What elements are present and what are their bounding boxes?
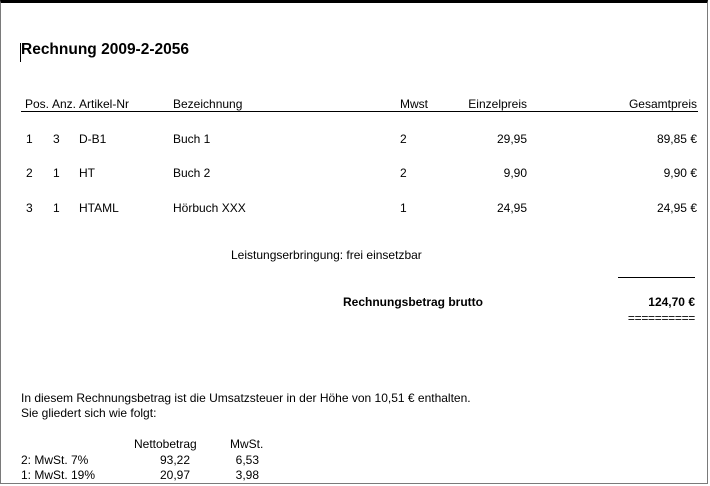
row-1-mwst: 2: [400, 132, 407, 146]
sum-divider: [618, 277, 695, 278]
row-1-gesamtpreis: 89,85 €: [656, 132, 697, 146]
tax-header-mwst: MwSt.: [230, 437, 264, 451]
tax-note-line2: Sie gliedert sich wie folgt:: [21, 406, 157, 420]
col-header-mwst: Mwst: [400, 97, 428, 111]
row-2-bezeichnung: Buch 2: [173, 166, 211, 180]
row-2-anz: 1: [53, 166, 60, 180]
row-2-pos: 2: [26, 166, 33, 180]
tax-note-line1: In diesem Rechnungsbetrag ist die Umsatzsteuer in der Höhe von 10,51 € enthalten.: [21, 391, 471, 405]
row-1-anz: 3: [53, 132, 60, 146]
row-2-artikel: HT: [79, 166, 95, 180]
row-1-pos: 1: [26, 132, 33, 146]
tax-row-1-netto: 93,22: [159, 453, 190, 467]
row-3-anz: 1: [53, 201, 60, 215]
row-2-gesamtpreis: 9,90 €: [663, 166, 697, 180]
col-header-gesamtpreis: Gesamtpreis: [628, 97, 697, 111]
tax-row-1-mwst: 6,53: [235, 453, 259, 467]
row-3-pos: 3: [26, 201, 33, 215]
col-header-bezeichnung: Bezeichnung: [173, 97, 243, 111]
header-divider: [21, 111, 698, 112]
tax-header-netto: Nettobetrag: [134, 437, 197, 451]
col-header-pos: Pos.: [25, 97, 50, 111]
tax-row-1-label: 2: MwSt. 7%: [21, 453, 89, 467]
tax-row-2-label: 1: MwSt. 19%: [21, 468, 96, 482]
col-header-anz: Anz.: [52, 97, 77, 111]
leistung-text: Leistungserbringung: frei einsetzbar: [231, 248, 422, 262]
tax-row-2-mwst: 3,98: [235, 468, 259, 482]
invoice-title: Rechnung 2009-2-2056: [21, 41, 189, 58]
tax-row-2-netto: 20,97: [159, 468, 190, 482]
row-3-artikel: HTAML: [79, 201, 119, 215]
col-header-artikel: Artikel-Nr: [79, 97, 129, 111]
row-3-bezeichnung: Hörbuch XXX: [173, 201, 246, 215]
col-header-einzelpreis: Einzelpreis: [468, 97, 527, 111]
row-2-einzelpreis: 9,90: [503, 166, 527, 180]
row-2-mwst: 2: [400, 166, 407, 180]
row-1-artikel: D-B1: [79, 132, 107, 146]
total-double-underline: ==========: [627, 311, 695, 325]
row-1-bezeichnung: Buch 1: [173, 132, 211, 146]
row-3-mwst: 1: [400, 201, 407, 215]
row-1-einzelpreis: 29,95: [496, 132, 527, 146]
row-3-einzelpreis: 24,95: [496, 201, 527, 215]
total-value: 124,70 €: [648, 295, 695, 309]
total-label: Rechnungsbetrag brutto: [343, 295, 483, 309]
row-3-gesamtpreis: 24,95 €: [656, 201, 697, 215]
